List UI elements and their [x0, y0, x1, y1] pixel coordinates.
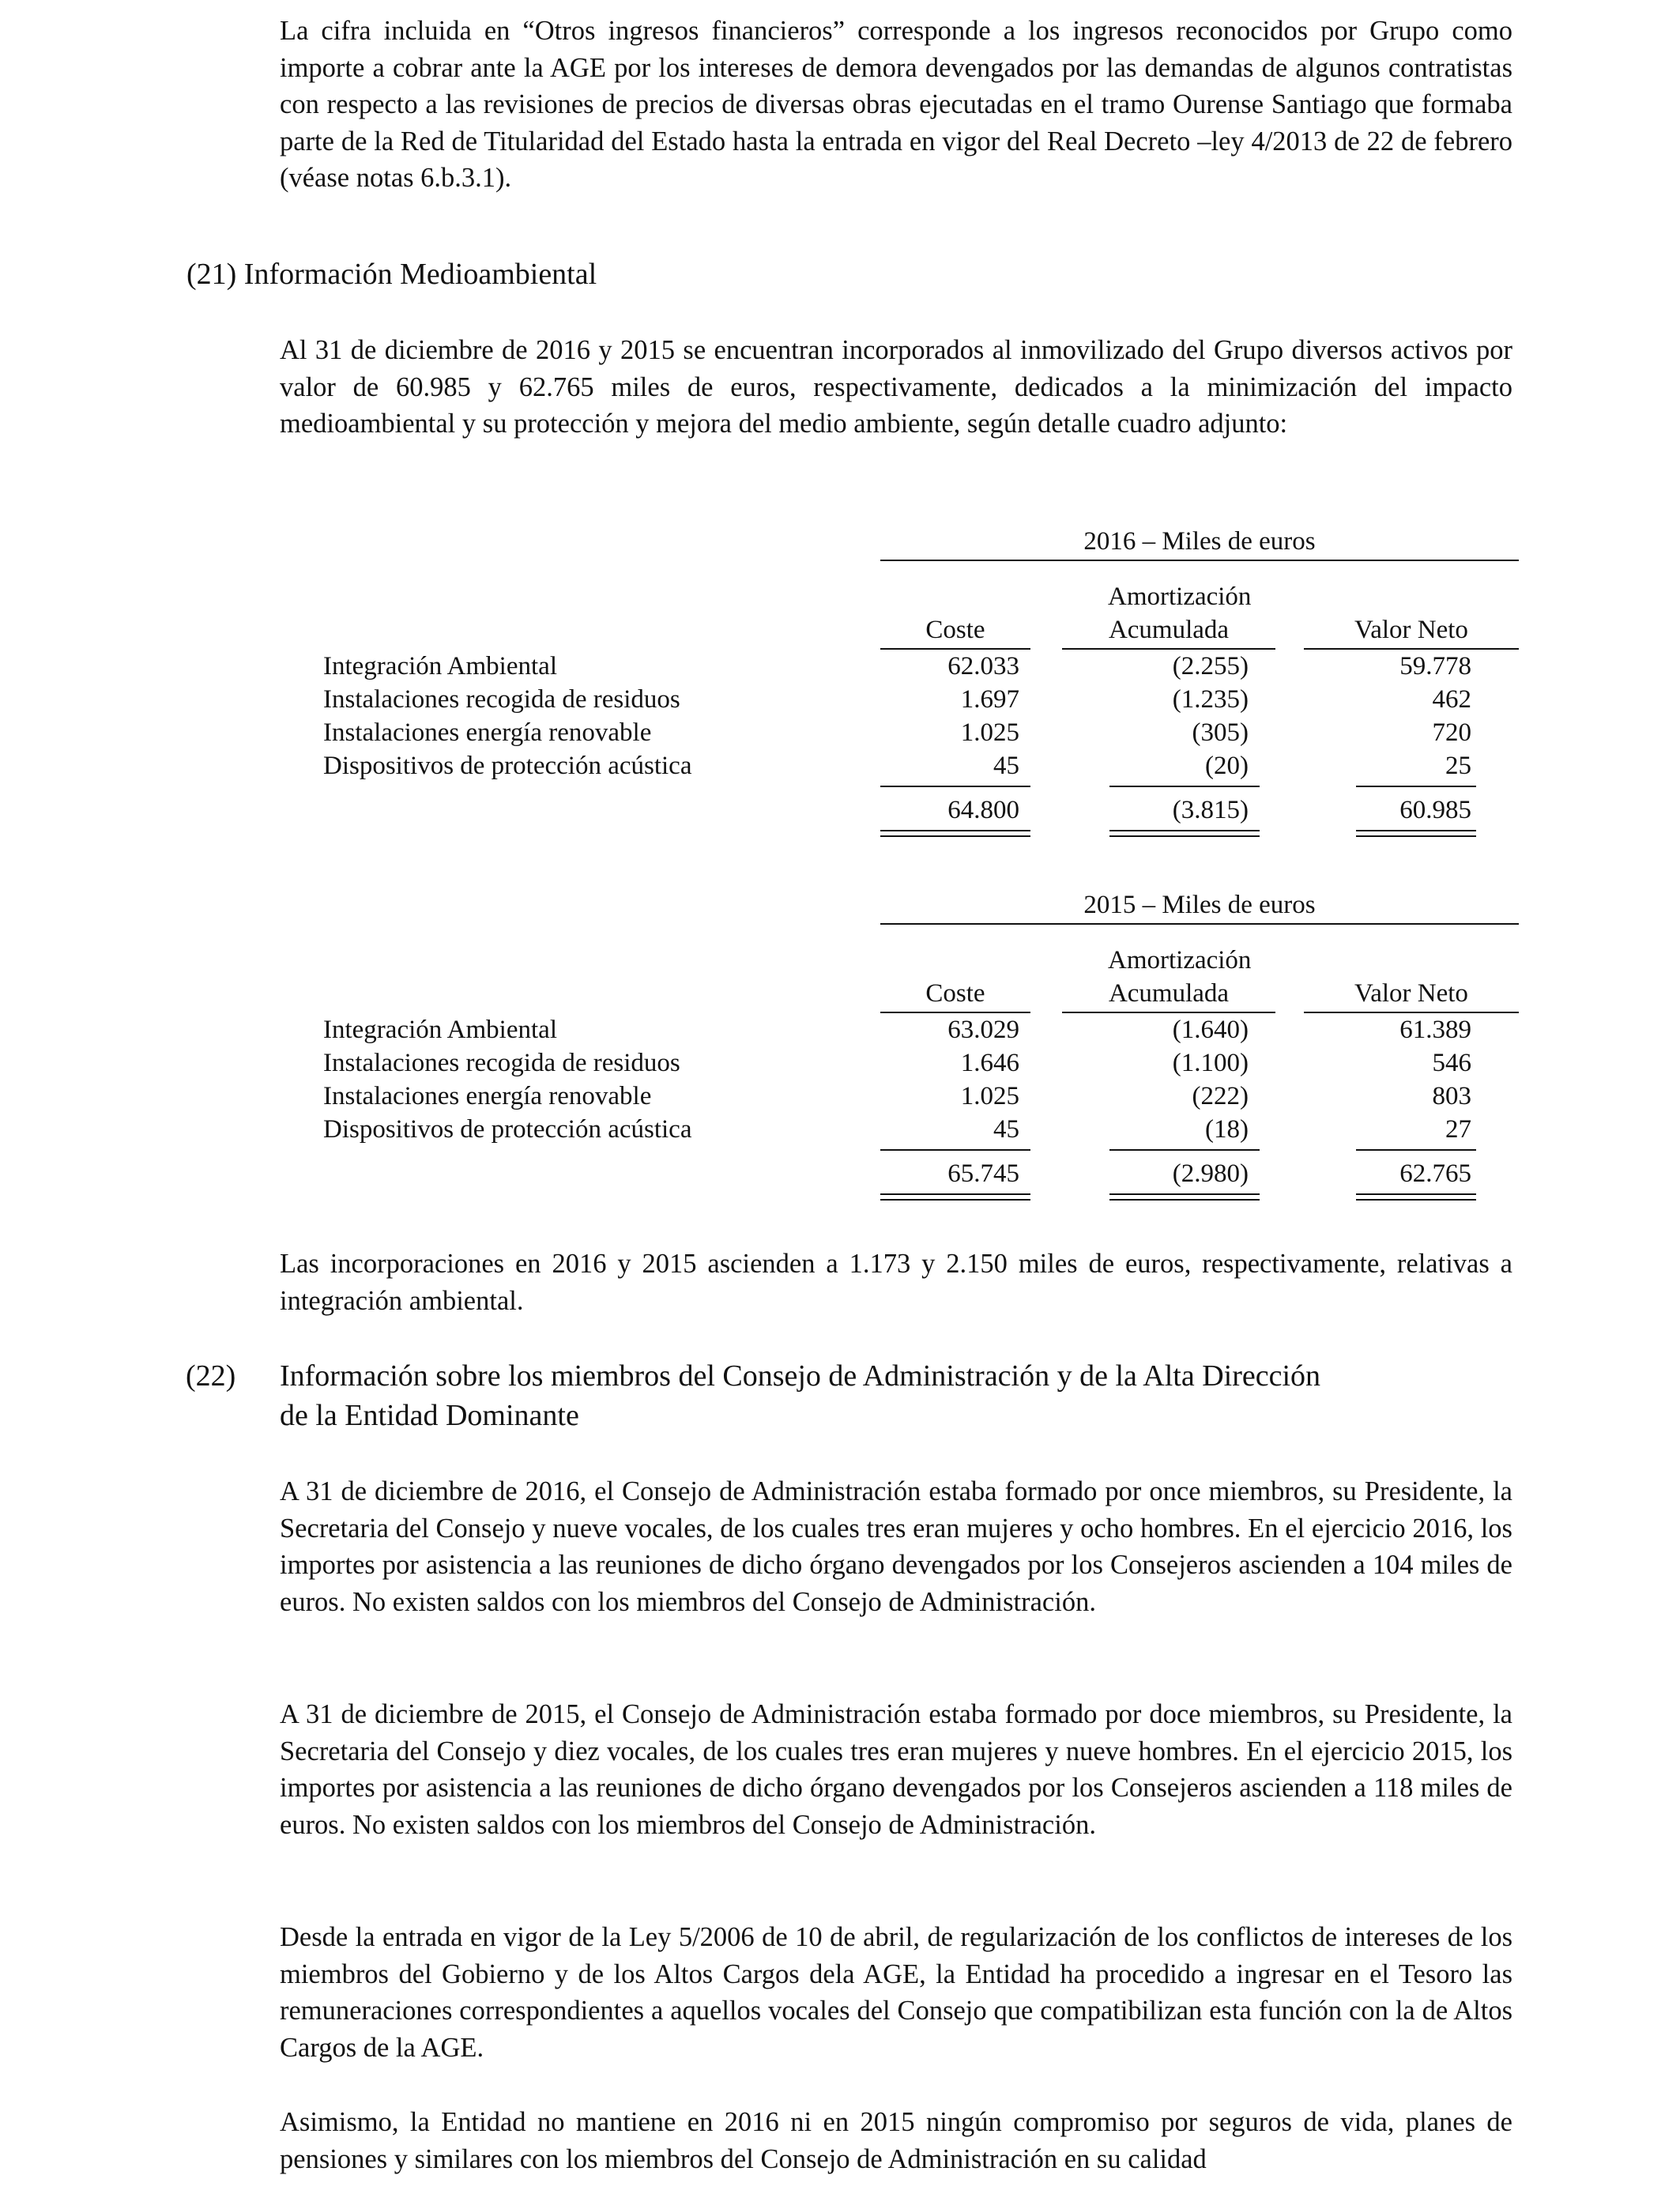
total-cost: 65.745	[947, 1159, 1019, 1188]
caption-rule	[880, 923, 1519, 925]
row-net: 462	[1432, 685, 1471, 714]
row-label: Dispositivos de protección acústica	[323, 1115, 692, 1144]
row-net: 546	[1432, 1049, 1471, 1077]
row-net: 803	[1432, 1082, 1471, 1110]
total-double-rule-amort	[1109, 1193, 1260, 1201]
row-amort: (1.235)	[1172, 685, 1249, 714]
table-caption: 2016 – Miles de euros	[1083, 527, 1316, 556]
subtotal-rule-cost	[880, 786, 1030, 787]
subtotal-rule-cost	[880, 1149, 1030, 1151]
row-amort: (20)	[1205, 752, 1249, 780]
header-net: Valor Neto	[1354, 616, 1468, 644]
total-cost: 64.800	[947, 796, 1019, 824]
row-amort: (18)	[1205, 1115, 1249, 1144]
section-21-heading: (21) Información Medioambiental	[186, 258, 597, 291]
header-cost: Coste	[925, 979, 985, 1008]
row-amort: (305)	[1192, 718, 1249, 747]
row-amort: (2.255)	[1172, 652, 1249, 680]
total-net: 62.765	[1399, 1159, 1471, 1188]
paragraph-board-2015: A 31 de diciembre de 2015, el Consejo de Administración estaba formado por doce miembros, su Presidente, la Secretaria del Consejo y diez vocales, de los cuales tres eran mujeres y nueve hombres. En el ejercicio 2015, los importes por asistencia a las reuniones de dicho órgano devengados por los Consejeros ascienden a 118 miles de euros. No existen saldos con los miembros del Consejo de Administración.	[280, 1699, 1512, 1840]
section-22-title-line2: de la Entidad Dominante	[280, 1399, 579, 1432]
row-amort: (1.640)	[1172, 1016, 1249, 1044]
row-cost: 45	[993, 752, 1019, 780]
total-double-rule-amort	[1109, 830, 1260, 837]
subtotal-rule-amort	[1109, 786, 1260, 787]
section-22-title-line1: Información sobre los miembros del Consejo de Administración y de la Alta Dirección	[280, 1359, 1321, 1393]
row-net: 25	[1445, 752, 1471, 780]
row-label: Instalaciones energía renovable	[323, 718, 652, 747]
row-label: Dispositivos de protección acústica	[323, 752, 692, 780]
row-net: 720	[1432, 718, 1471, 747]
row-label: Instalaciones recogida de residuos	[323, 685, 680, 714]
total-double-rule-net	[1356, 1193, 1476, 1201]
caption-rule	[880, 560, 1519, 561]
total-double-rule-cost	[880, 1193, 1030, 1201]
header-amort-line2: Acumulada	[1108, 616, 1230, 644]
total-amort: (3.815)	[1172, 796, 1249, 824]
subtotal-rule-net	[1356, 1149, 1476, 1151]
table-caption: 2015 – Miles de euros	[1083, 891, 1316, 919]
total-net: 60.985	[1399, 796, 1471, 824]
row-label: Integración Ambiental	[323, 1016, 557, 1044]
header-amort-line1: Amortización	[1108, 946, 1252, 974]
paragraph-other-financial-income: La cifra incluida en “Otros ingresos financieros” corresponde a los ingresos reconocidos por Grupo como importe a cobrar ante la AGE por los intereses de demora devengados por las demandas de algunos contratistas con respecto a las revisiones de precios de diversas obras ejecutadas en el tramo Ourense Santiago que formaba parte de la Red de Titularidad del Estado hasta la entrada en vigor del Real Decreto –ley 4/2013 de 22 de febrero (véase notas 6.b.3.1).	[280, 16, 1512, 193]
row-label: Instalaciones recogida de residuos	[323, 1049, 680, 1077]
row-cost: 1.025	[960, 718, 1019, 747]
header-amort-line2: Acumulada	[1108, 979, 1230, 1008]
row-amort: (1.100)	[1172, 1049, 1249, 1077]
row-cost: 1.697	[960, 685, 1019, 714]
row-cost: 63.029	[947, 1016, 1019, 1044]
paragraph-insurance-commitments: Asimismo, la Entidad no mantiene en 2016 ni en 2015 ningún compromiso por seguros de vida, planes de pensiones y similares con los miembros del Consejo de Administración en su calidad	[280, 2107, 1512, 2174]
header-cost: Coste	[925, 616, 985, 644]
section-22-number: (22)	[186, 1359, 236, 1393]
header-net: Valor Neto	[1354, 979, 1468, 1008]
section-22-heading	[186, 1356, 1513, 1438]
subtotal-rule-net	[1356, 786, 1476, 787]
total-amort: (2.980)	[1172, 1159, 1249, 1188]
row-label: Instalaciones energía renovable	[323, 1082, 652, 1110]
row-net: 59.778	[1399, 652, 1471, 680]
total-double-rule-net	[1356, 830, 1476, 837]
total-double-rule-cost	[880, 830, 1030, 837]
paragraph-incompatibility-law: Desde la entrada en vigor de la Ley 5/2006 de 10 de abril, de regularización de los conflictos de intereses de los miembros del Gobierno y de los Altos Cargos dela AGE, la Entidad ha procedido a ingresar en el Tesoro las remuneraciones correspondientes a aquellos vocales del Consejo que compatibilizan esta función con la de Altos Cargos de la AGE.	[280, 1922, 1512, 2063]
row-cost: 62.033	[947, 652, 1019, 680]
paragraph-environment-additions: Las incorporaciones en 2016 y 2015 ascienden a 1.173 y 2.150 miles de euros, respectivamente, relativas a integración ambiental.	[280, 1249, 1512, 1316]
paragraph-environment-intro: Al 31 de diciembre de 2016 y 2015 se encuentran incorporados al inmovilizado del Grupo diversos activos por valor de 60.985 y 62.765 miles de euros, respectivamente, dedicados a la minimización del impacto medioambiental y su protección y mejora del medio ambiente, según detalle cuadro adjunto:	[280, 335, 1512, 439]
row-label: Integración Ambiental	[323, 652, 557, 680]
header-amort-line1: Amortización	[1108, 582, 1252, 611]
row-amort: (222)	[1192, 1082, 1249, 1110]
row-net: 27	[1445, 1115, 1471, 1144]
subtotal-rule-amort	[1109, 1149, 1260, 1151]
row-net: 61.389	[1399, 1016, 1471, 1044]
row-cost: 1.025	[960, 1082, 1019, 1110]
paragraph-board-2016: A 31 de diciembre de 2016, el Consejo de Administración estaba formado por once miembros, su Presidente, la Secretaria del Consejo y nueve vocales, de los cuales tres eran mujeres y ocho hombres. En el ejercicio 2016, los importes por asistencia a las reuniones de dicho órgano devengados por los Consejeros ascienden a 104 miles de euros. No existen saldos con los miembros del Consejo de Administración.	[280, 1476, 1512, 1617]
row-cost: 1.646	[960, 1049, 1019, 1077]
row-cost: 45	[993, 1115, 1019, 1144]
